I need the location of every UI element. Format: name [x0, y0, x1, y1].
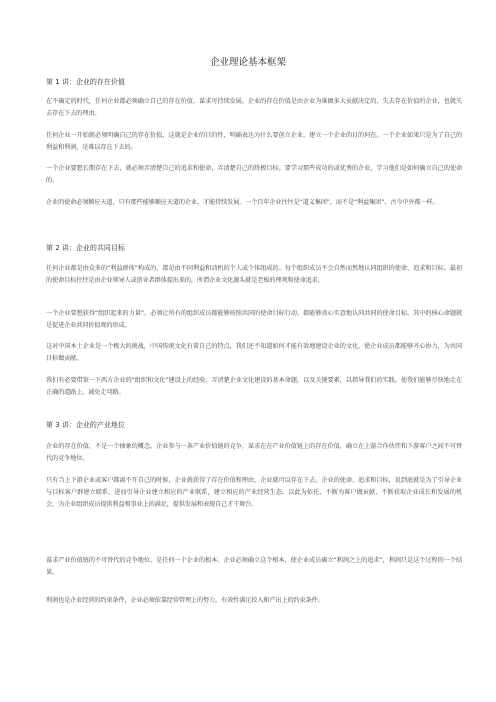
document-title: 企业理论基本框架 [209, 57, 286, 68]
section-1-paragraph-2: 任何企业一开始就必须明确自己的存在价值，这就是企业的目的性，明确表达为什么要创立企业，建立一个企业的目的何在。一个企业如果只是为了自己的利益和利润，是难以存在下去的。 [46, 132, 462, 151]
section-1-paragraph-3: 一个企业要想长期存在下去，就必须弄清楚自己的追求和使命，弄清楚自己的终极目标。要学习那些成功的或优秀的企业，学习他们是如何确立自己的使命的。 [46, 165, 462, 184]
section-2-paragraph-3: 这对中国本土企业是一个极大的挑战，中国传统文化有着自己的特点，我们还不知道如何才能有效地建设企业的文化，使企业成员都能够齐心协力，为共同目标做贡献。 [46, 343, 462, 362]
section-2-paragraph-2: 一个企业要想获得“组织起来的力量”，必须让所有的组织成员都能够按照共同的使命目标行动，都能够真心实意地认同共同的使命目标。其中的核心命题就是促进企业共同价值观的形成。 [46, 310, 462, 329]
section-2-paragraph-4: 我们有必要借鉴一下西方企业的“组织和文化”建设上的经验，弄清楚企业文化建设的基本命题，以及关键要素，以指导我们的实践。使我们能够尽快地走在正确的道路上，减免走弯路。 [46, 377, 462, 396]
section-1-paragraph-4: 企业的使命必须顺应天道，只有那些能够顺应天道的企业，才能持续发展。一个百年企业往往是“道义集团”，而不是“利益集团”。古今中外都一样。 [46, 199, 439, 206]
section-3-paragraph-2: 只有当上下游企业或客户都离不开自己的时候，企业就获得了存在价值和理由，企业就可以存在下去。企业的使命、追求和目标，说到底就是为了引导企业与目标客户群建立联系，进而引导企业建立相应的产业联系，建立相应的产业经营生态。以此为依托，不断为客户做贡献，不断获取企业成长和发展的机会，为企业组织成员提供利益和事业上的满足，提供发展和表现自己才干舞台。 [46, 477, 462, 508]
section-1-paragraph-1: 在不确定的时代，任何企业都必须确立自己的存在价值，谋求可持续发展。企业的存在价值是由企业为谁做多大贡献决定的，失去存在价值的企业，也就失去存在下去的理由。 [46, 98, 462, 117]
section-3-paragraph-4: 利润也是企业经营的约束条件，企业必须依靠经营管理上的努力，有效性满足投入和产出上的约束条件。 [46, 597, 324, 604]
section-heading-1: 第 1 讲：企业的存在价值 [46, 78, 125, 86]
section-2-paragraph-1: 任何企业都是由众多的“利益群体”构成的，都是由不同利益和动机的个人或个体组成的。每个组织成员不会自然而然地认同组织的使命、追求和目标。最初的使命目标往往是由企业领导人或创业者群体提出来的，所谓企业文化源头就是老板的理观和使命追求。 [46, 265, 462, 284]
section-heading-2: 第 2 讲：企业的共同目标 [46, 244, 125, 252]
section-heading-3: 第 3 讲：企业的产业地位 [46, 421, 125, 429]
section-3-paragraph-1: 企业的存在价值，不是一个抽象的概念。企业参与一条产业价值链的竞争，谋求在在产业价值链上的存在价值，确立在上游合作伙伴和下游客户之间不可替代的竞争地位。 [46, 443, 462, 462]
section-3-paragraph-3: 谋求产业价值链的不可替代的竞争地位，是任何一个企业的根本。企业必须确立这个根本，使企业成员确立“利润之上的追求”，利润只是这个过程的一个结果。 [46, 557, 462, 576]
